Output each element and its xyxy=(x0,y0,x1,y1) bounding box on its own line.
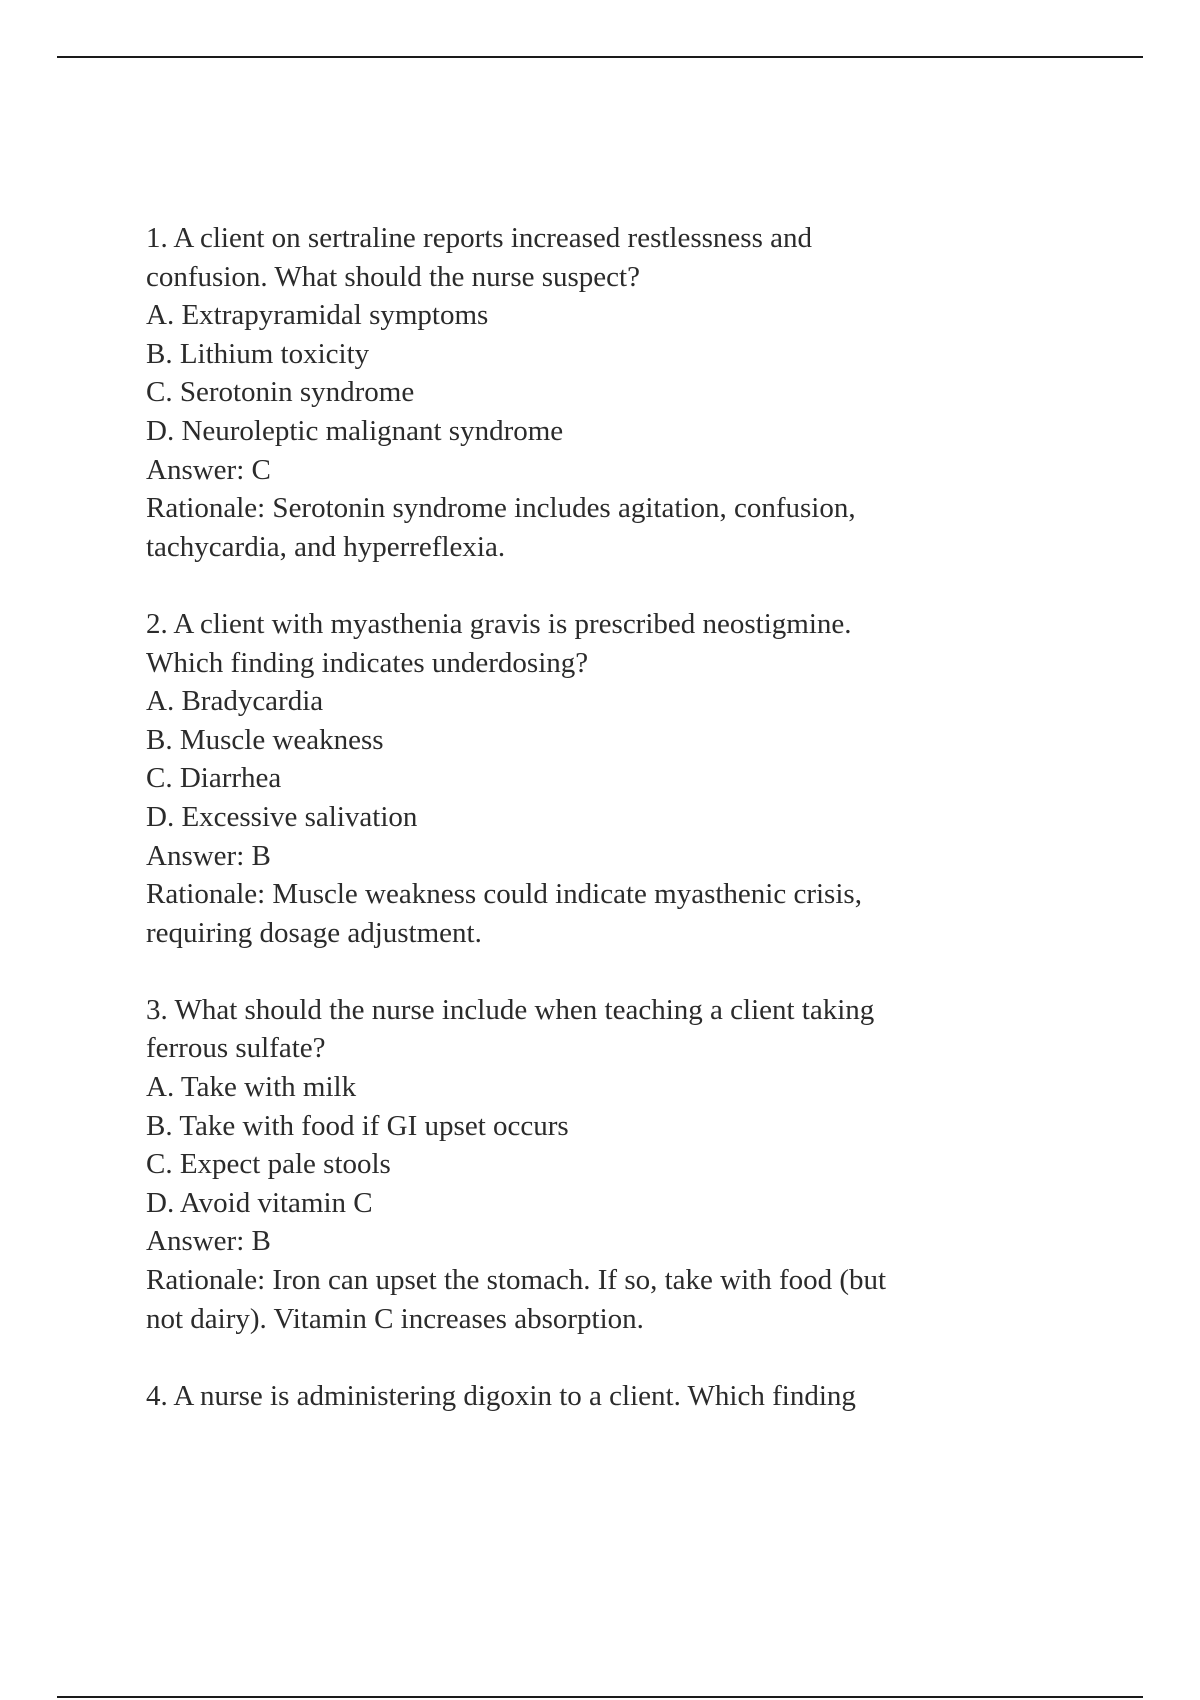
document-body xyxy=(146,219,1046,1415)
answer-option-a: A. Take with milk xyxy=(146,1071,357,1104)
question-stem-line: 3. What should the nurse include when teaching a client taking xyxy=(146,993,875,1026)
answer-option-d: D. Avoid vitamin C xyxy=(146,1186,373,1219)
rationale-line: Rationale: Serotonin syndrome includes agitation, confusion, xyxy=(146,492,856,525)
answer-option-b: B. Lithium toxicity xyxy=(146,337,370,370)
answer-option-a: A. Extrapyramidal symptoms xyxy=(146,299,489,332)
question-stem-line: ferrous sulfate? xyxy=(146,1032,326,1065)
answer-option-a: A. Bradycardia xyxy=(146,685,324,718)
rationale-line: not dairy). Vitamin C increases absorption. xyxy=(146,1302,644,1335)
footer-rule xyxy=(57,1696,1143,1698)
answer-option-c: C. Diarrhea xyxy=(146,762,282,795)
question-stem-line: Which finding indicates underdosing? xyxy=(146,646,589,679)
answer-option-b: B. Muscle weakness xyxy=(146,723,384,756)
rationale-line: requiring dosage adjustment. xyxy=(146,916,482,949)
answer-key: Answer: B xyxy=(146,839,271,872)
answer-key: Answer: C xyxy=(146,453,271,486)
question-stem-line: 4. A nurse is administering digoxin to a client. Which finding xyxy=(146,1379,856,1412)
question-3 xyxy=(146,991,1046,1338)
rationale-line: tachycardia, and hyperreflexia. xyxy=(146,530,506,563)
answer-option-c: C. Serotonin syndrome xyxy=(146,376,415,409)
answer-key: Answer: B xyxy=(146,1225,271,1258)
question-stem-line: 1. A client on sertraline reports increased restlessness and xyxy=(146,222,812,254)
question-stem-line: 2. A client with myasthenia gravis is prescribed neostigmine. xyxy=(146,607,852,640)
rationale-line: Rationale: Muscle weakness could indicate myasthenic crisis, xyxy=(146,878,862,911)
question-1 xyxy=(146,219,1046,566)
answer-option-d: D. Neuroleptic malignant syndrome xyxy=(146,414,564,447)
question-4 xyxy=(146,1377,1046,1416)
header-rule xyxy=(57,56,1143,58)
answer-option-c: C. Expect pale stools xyxy=(146,1148,391,1181)
question-stem-line: confusion. What should the nurse suspect? xyxy=(146,260,640,293)
answer-option-d: D. Excessive salivation xyxy=(146,800,418,833)
question-2 xyxy=(146,605,1046,952)
answer-option-b: B. Take with food if GI upset occurs xyxy=(146,1109,569,1142)
rationale-line: Rationale: Iron can upset the stomach. If so, take with food (but xyxy=(146,1264,887,1297)
